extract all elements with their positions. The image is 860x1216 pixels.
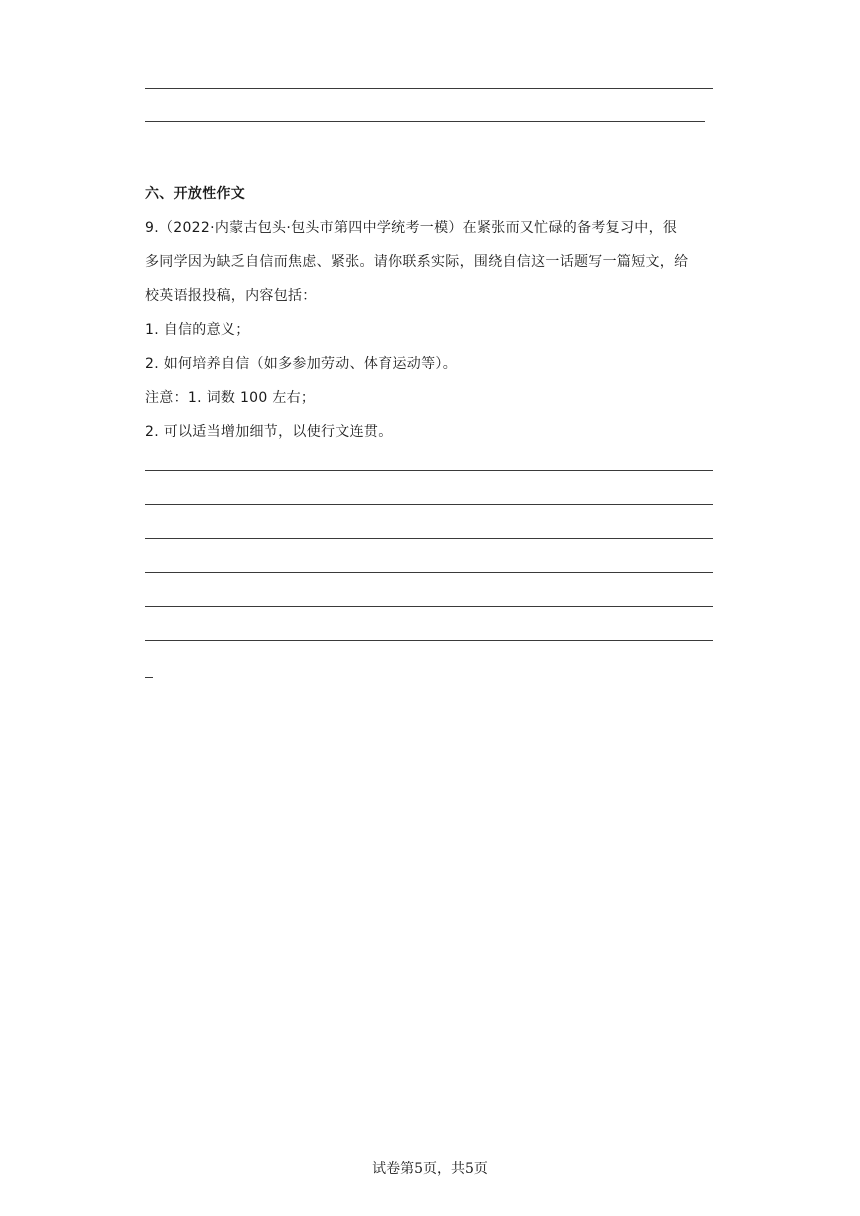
question-note: 2. 可以适当增加细节，以使行文连贯。 xyxy=(145,424,393,440)
writing-line[interactable] xyxy=(145,606,713,607)
writing-line-end xyxy=(145,677,153,678)
question-item: 1. 自信的意义； xyxy=(145,322,250,338)
question-item: 2. 如何培养自信（如多参加劳动、体育运动等）。 xyxy=(145,356,458,372)
question-line: 校英语报投稿，内容包括： xyxy=(145,288,317,304)
writing-line[interactable] xyxy=(145,538,713,539)
question-line: 9.（2022·内蒙古包头·包头市第四中学统考一模）在紧张而又忙碌的备考复习中，很 xyxy=(145,220,678,236)
writing-line[interactable] xyxy=(145,640,713,641)
writing-line[interactable] xyxy=(145,504,713,505)
answer-line xyxy=(145,121,705,122)
page-footer: 试卷第5页，共5页 xyxy=(372,1161,488,1177)
answer-line xyxy=(145,88,713,89)
question-note: 注意：1. 词数 100 左右； xyxy=(145,390,316,406)
writing-line[interactable] xyxy=(145,470,713,471)
section-heading: 六、开放性作文 xyxy=(145,186,246,202)
writing-line[interactable] xyxy=(145,572,713,573)
question-line: 多同学因为缺乏自信而焦虑、紧张。请你联系实际，围绕自信这一话题写一篇短文，给 xyxy=(145,254,689,270)
